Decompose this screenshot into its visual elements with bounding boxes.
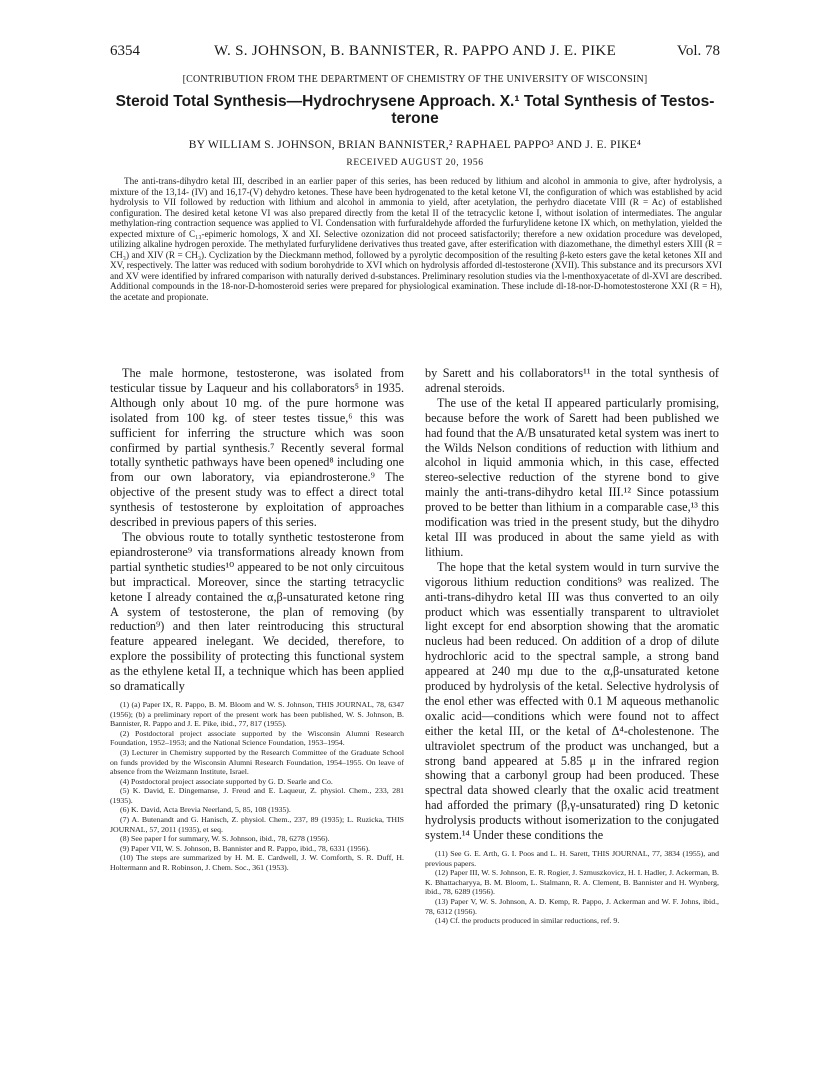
footnote: (14) Cf. the products produced in similar reductions, ref. 9. bbox=[435, 916, 620, 926]
volume-label: Vol. 78 bbox=[676, 43, 720, 59]
page-number: 6354 bbox=[110, 43, 140, 59]
footnote: (5) K. David, E. Dingemanse, J. Freud and E. Laqueur, Z. physiol. Chem., 233, 281 (1935). bbox=[110, 786, 404, 805]
footnote: (9) Paper VII, W. S. Johnson, B. Bannister and R. Pappo, ibid., 78, 6331 (1956). bbox=[120, 843, 370, 853]
author-byline: BY WILLIAM S. JOHNSON, BRIAN BANNISTER,² RAPHAEL PAPPO³ AND J. E. PIKE⁴ bbox=[188, 139, 642, 151]
right-body bbox=[425, 366, 719, 843]
body-paragraph: The use of the ketal II appeared particularly promising, because before the work of Sarett had been published we had found that the A/B unsaturated ketal system was inert to the Wilds Nelson conditions of reduction with lithium and alcohol in liquid ammonia which, in this case, effected stereo-selective reduction of the styrene bond to give mainly the anti-trans-dihydro ketal III.¹² Since potassium proved to be better than lithium in a comparable case,¹³ this modification was tried in the present study, but the dihydro ketal III was produced in about the same yield as with lithium. bbox=[425, 395, 719, 559]
footnote: (8) See paper I for summary, W. S. Johnson, ibid., 78, 6278 (1956). bbox=[120, 834, 330, 844]
body-paragraph: The hope that the ketal system would in turn survive the vigorous lithium reduction conditions⁹ was realized. The anti-trans-dihydro ketal III was thus converted to an oily product which was essentially transparent to ultraviolet light except for end absorption showing that the aromatic nucleus had been reduced. On addition of a drop of dilute hydrochloric acid to the spectral sample, a strong band appeared at 240 mμ due to the α,β-unsaturated ketone produced by hydrolysis of the ketal. Selective hydrolysis of the enol ether was effected with 0.1 M aqueous methanolic oxalic acid—conditions which were found not to affect either the ketal III, or the ketal of Δ⁴-cholestenone. The ultraviolet spectrum of the product was unchanged, but a strong band appeared at 5.85 μ in the infrared region showing that a carbonyl group had been produced. These spectral data showed clearly that the oxalic acid treatment had afforded the primary (β,γ-unsaturated) ring D ketonic hydrolysis products without isomerization to the conjugated system.¹⁴ Under these conditions the bbox=[425, 559, 719, 843]
right-column bbox=[425, 366, 719, 926]
footnote: (2) Postdoctoral project associate supported by the Wisconsin Alumni Research Foundation, 1952–1953; and the National Science Foundation, 1953–1954. bbox=[110, 728, 404, 748]
running-header bbox=[110, 43, 720, 63]
article-title: Steroid Total Synthesis—Hydrochrysene Approach. X.¹ Total Synthesis of Testos-terone bbox=[115, 93, 715, 127]
received-date: RECEIVED AUGUST 20, 1956 bbox=[346, 158, 484, 168]
footnote: (6) K. David, Acta Brevia Neerland, 5, 85, 108 (1935). bbox=[120, 805, 291, 815]
footnote: (12) Paper III, W. S. Johnson, E. R. Rogier, J. Szmuszkovicz, H. I. Hadler, J. Ackerman, B. K. Bhattacharyya, B. M. Bloom, L. Stalmann, R. A. Clement, B. Bannister and H. Wynberg, ibid., 78, 6289 (1956). bbox=[425, 868, 719, 897]
left-body bbox=[110, 366, 404, 694]
footnote: (7) A. Butenandt and G. Hanisch, Z. physiol. Chem., 237, 89 (1935); L. Ruzicka, THIS JOURNAL, 57, 2011 (1935), et seq. bbox=[110, 815, 404, 834]
abstract bbox=[110, 176, 722, 302]
footnote: (4) Postdoctoral project associate supported by G. D. Searle and Co. bbox=[120, 776, 333, 786]
footnote: (10) The steps are summarized by H. M. E. Cardwell, J. W. Cornforth, S. R. Duff, H. Holtermann and R. Robinson, J. Chem. Soc., 361 (1953). bbox=[110, 853, 404, 873]
left-footnotes bbox=[110, 700, 404, 873]
footnote: (13) Paper V, W. S. Johnson, A. D. Kemp, R. Pappo, J. Ackerman and W. F. Johns, ibid., 78, 6312 (1956). bbox=[425, 896, 719, 916]
left-column bbox=[110, 366, 404, 873]
body-paragraph: The male hormone, testosterone, was isolated from testicular tissue by Laqueur and his collaborators⁵ in 1935. Although only about 10 mg. of the pure hormone was isolated from 100 kg. of steer testes tissue,⁶ this was sufficient for inferring the structure which was soon confirmed by partial synthesis.⁷ Recently several formal totally synthetic pathways have been opened⁸ including one from our own laboratory, via epiandrosterone.⁹ The objective of the present study was to effect a direct total synthesis of testosterone by exploitation of approaches described in previous papers of this series. bbox=[110, 366, 404, 530]
body-paragraph: The obvious route to totally synthetic testosterone from epiandrosterone⁹ via transformations already known from partial synthetic studies¹⁰ appeared to be not only circuitous but impractical. Moreover, since the starting tetracyclic ketone I already contained the α,β-unsaturated ketone ring A system of testosterone, the plan of removing (by reduction⁹) and then later reintroducing this structural feature appeared inelegant. We decided, therefore, to explore the possibility of protecting this functional system as the ethylene ketal II, a technique which has been applied so dramatically bbox=[110, 529, 404, 694]
running-authors: W. S. JOHNSON, B. BANNISTER, R. PAPPO AND J. E. PIKE bbox=[213, 43, 617, 59]
right-footnotes bbox=[425, 849, 719, 926]
contribution-line: [CONTRIBUTION FROM THE DEPARTMENT OF CHEMISTRY OF THE UNIVERSITY OF WISCONSIN] bbox=[182, 74, 648, 85]
footnote: (3) Lecturer in Chemistry supported by the Research Committee of the Graduate School on funds provided by the Wisconsin Alumni Research Foundation, 1954–1955. On leave of absence from the Weizmann Institute, Israel. bbox=[110, 747, 404, 777]
footnote: (1) (a) Paper IX, R. Pappo, B. M. Bloom and W. S. Johnson, THIS JOURNAL, 78, 6347 (1956); (b) a preliminary report of the present work has been published, W. S. Johnson, B. Bannister, R. Pappo and J. E. Pike, ibid., 77, 817 (1955). bbox=[110, 699, 404, 729]
abstract-text: The anti-trans-dihydro ketal III, described in an earlier paper of this series, has been reduced by lithium and alcohol in ammonia to give, after hydrolysis, a mixture of the 13,14- (IV) and 16,17-(V) dehydro ketones. These have been hydrogenated to the ketal ketone VI, the configuration of which was established by acid hydrolysis to VII followed by reduction with lithium and alcohol in ammonia to yield, after acetylation, the perhydro diacetate VIII (R = Ac) of established configuration. The desired ketal ketone VI was also prepared directly from the ketal II of the tetracyclic ketone I, without isolation of intermediates. The angular methylation-ring contraction sequence was applied to VI. Condensation with furfuraldehyde afforded the furfurylidene ketone IX which, on methylation, yielded the expected mixture of C₁₃-epimeric homologs, X and XI. Selective ozonization did not proceed satisfactorily; therefore a new oxidation procedure was developed, utilizing alkaline hydrogen peroxide. The methylated furfurylidene derivatives thus treated gave, after esterification with diazomethane, the dimethyl esters XIII (R = CH₃) and XIV (R = CH₃). Cyclization by the Dieckmann method, followed by a pyrolytic decomposition of the resulting β-keto esters gave the ketal ketones XII and XV, respectively. The latter was reduced with sodium borohydride to XVI which on hydrolysis afforded dl-testosterone (XVII). This substance and its precursors XVI and XV were identified by infrared comparison with naturally derived d-substances. Preliminary resolution studies via the l-menthoxyacetate of dl-XVI are described. Additional compounds in the 18-nor-D-homosteroid series were prepared for physiological examination. These include dl-18-nor-D-homotestosterone XXI (R = H), the acetate and propionate. bbox=[110, 176, 722, 302]
body-paragraph: by Sarett and his collaborators¹¹ in the total synthesis of adrenal steroids. bbox=[425, 366, 719, 395]
footnote: (11) See G. E. Arth, G. I. Poos and L. H. Sarett, THIS JOURNAL, 77, 3834 (1955), and previous papers. bbox=[425, 849, 719, 868]
